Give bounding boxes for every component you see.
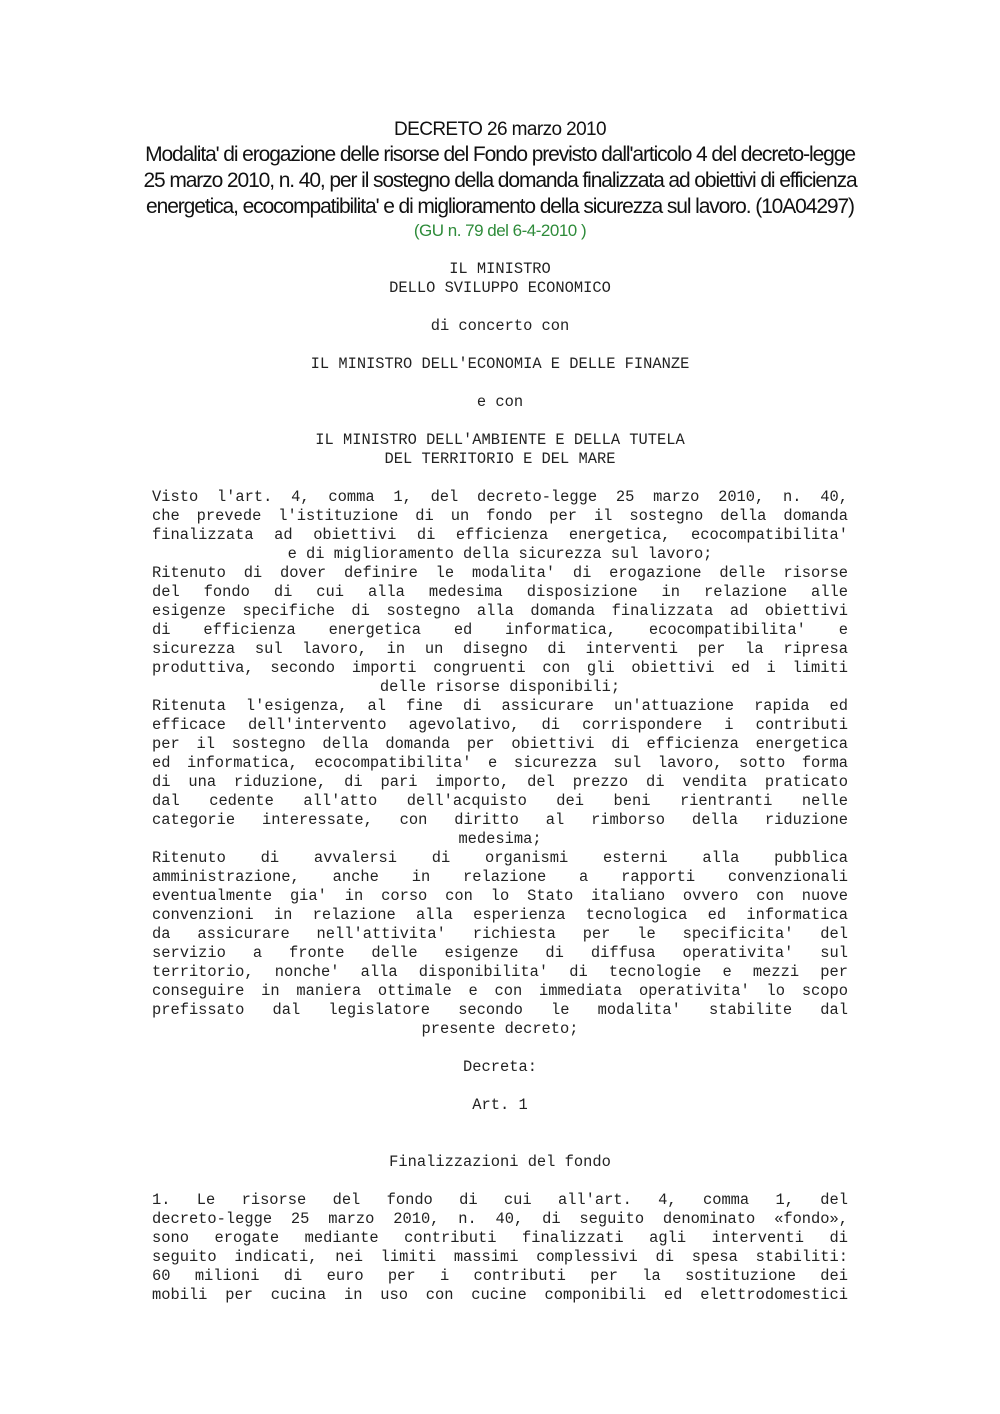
- concert-text: di concerto con: [430, 317, 570, 335]
- text-line: amministrazione, anche in relazione a rapporti convenzionali: [152, 868, 848, 886]
- text-line: territorio, nonche' alla disponibilita' di tecnologie e mezzi per: [152, 963, 848, 981]
- text-line: sono erogate mediante contributi finalizzati agli interventi di: [152, 1229, 848, 1247]
- decree-body: [152, 260, 848, 1305]
- text-line: ed informatica, ecocompatibilita' e sicurezza sul lavoro, sotto forma: [152, 754, 848, 772]
- text-line: e di miglioramento della sicurezza sul lavoro;: [287, 545, 713, 563]
- text-line: dal cedente all'atto dell'acquisto dei beni rientranti nelle: [152, 792, 848, 810]
- text-line: finalizzata ad obiettivi di efficienza energetica, ecocompatibilita': [152, 526, 848, 544]
- text-line: del fondo di cui alla medesima disposizione in relazione alle: [152, 583, 848, 601]
- text-line: produttiva, secondo importi congruenti con gli obiettivi ed i limiti: [152, 659, 848, 677]
- text-line: servizio a fronte delle esigenze di diffusa operativita' sul: [152, 944, 848, 962]
- text-line: medesima;: [458, 830, 542, 848]
- article-paragraph: [152, 1191, 848, 1305]
- text-line: presente decreto;: [421, 1020, 579, 1038]
- preamble-paragraph: [152, 564, 848, 697]
- concert-text: e con: [476, 393, 524, 411]
- decree-subtitle-line: 25 marzo 2010, n. 40, per il sostegno della domanda finalizzata ad obiettivi di efficienza: [143, 169, 857, 192]
- minister-heading: DELLO SVILUPPO ECONOMICO: [389, 279, 611, 297]
- text-line: Ritenuto di avvalersi di organismi esterni alla pubblica: [152, 849, 848, 867]
- minister-heading: IL MINISTRO: [449, 260, 551, 278]
- decreta-heading: Decreta:: [463, 1058, 537, 1076]
- text-line: per il sostegno della domanda per obiettivi di efficienza energetica: [152, 735, 848, 753]
- text-line: sicurezza sul lavoro, in un disegno di interventi per la ripresa: [152, 640, 848, 658]
- preamble-paragraph: [152, 488, 848, 564]
- document-header: [60, 117, 940, 241]
- text-line: 1. Le risorse del fondo di cui all'art. 4, comma 1, del: [152, 1191, 848, 1209]
- text-line: eventualmente gia' in corso con lo Stato italiano ovvero con nuove: [152, 887, 848, 905]
- text-line: convenzioni in relazione alla esperienza tecnologica ed informatica: [152, 906, 848, 924]
- decree-title: DECRETO 26 marzo 2010: [394, 119, 606, 140]
- text-line: efficace dell'intervento agevolativo, di corrispondere i contributi: [152, 716, 848, 734]
- text-line: decreto-legge 25 marzo 2010, n. 40, di seguito denominato «fondo»,: [152, 1210, 848, 1228]
- text-line: delle risorse disponibili;: [379, 678, 621, 696]
- minister-heading: DEL TERRITORIO E DEL MARE: [384, 450, 616, 468]
- minister-heading: IL MINISTRO DELL'AMBIENTE E DELLA TUTELA: [315, 431, 685, 449]
- gazzetta-reference: (GU n. 79 del 6-4-2010 ): [413, 221, 587, 240]
- text-line: prefissato dal legislatore secondo le modalita' stabilite dal: [152, 1001, 848, 1019]
- article-number: Art. 1: [472, 1096, 528, 1114]
- text-line: di una riduzione, di pari importo, del prezzo di vendita praticato: [152, 773, 848, 791]
- text-line: Ritenuta l'esigenza, al fine di assicurare un'attuazione rapida ed: [152, 697, 848, 715]
- text-line: che prevede l'istituzione di un fondo per il sostegno della domanda: [152, 507, 848, 525]
- decree-subtitle-line: energetica, ecocompatibilita' e di miglioramento della sicurezza sul lavoro. (10A04297): [146, 195, 854, 218]
- article-heading: Finalizzazioni del fondo: [389, 1153, 611, 1171]
- text-line: 60 milioni di euro per i contributi per la sostituzione dei: [152, 1267, 848, 1285]
- text-line: categorie interessate, con diritto al rimborso della riduzione: [152, 811, 848, 829]
- text-line: Ritenuto di dover definire le modalita' di erogazione delle risorse: [152, 564, 848, 582]
- preamble-paragraph: [152, 849, 848, 1039]
- text-line: mobili per cucina in uso con cucine componibili ed elettrodomestici: [152, 1286, 848, 1304]
- minister-heading: IL MINISTRO DELL'ECONOMIA E DELLE FINANZE: [310, 355, 690, 373]
- text-line: esigenze specifiche di sostegno alla domanda finalizzata ad obiettivi: [152, 602, 848, 620]
- preamble-paragraph: [152, 697, 848, 849]
- text-line: da assicurare nell'attivita' richiesta per le specificita' del: [152, 925, 848, 943]
- decree-subtitle-line: Modalita' di erogazione delle risorse del Fondo previsto dall'articolo 4 del decreto-legge: [145, 143, 855, 166]
- text-line: conseguire in maniera ottimale e con immediata operativita' lo scopo: [152, 982, 848, 1000]
- text-line: seguito indicati, nei limiti massimi complessivi di spesa stabiliti:: [152, 1248, 848, 1266]
- text-line: di efficienza energetica ed informatica, ecocompatibilita' e: [152, 621, 848, 639]
- text-line: Visto l'art. 4, comma 1, del decreto-legge 25 marzo 2010, n. 40,: [152, 488, 848, 506]
